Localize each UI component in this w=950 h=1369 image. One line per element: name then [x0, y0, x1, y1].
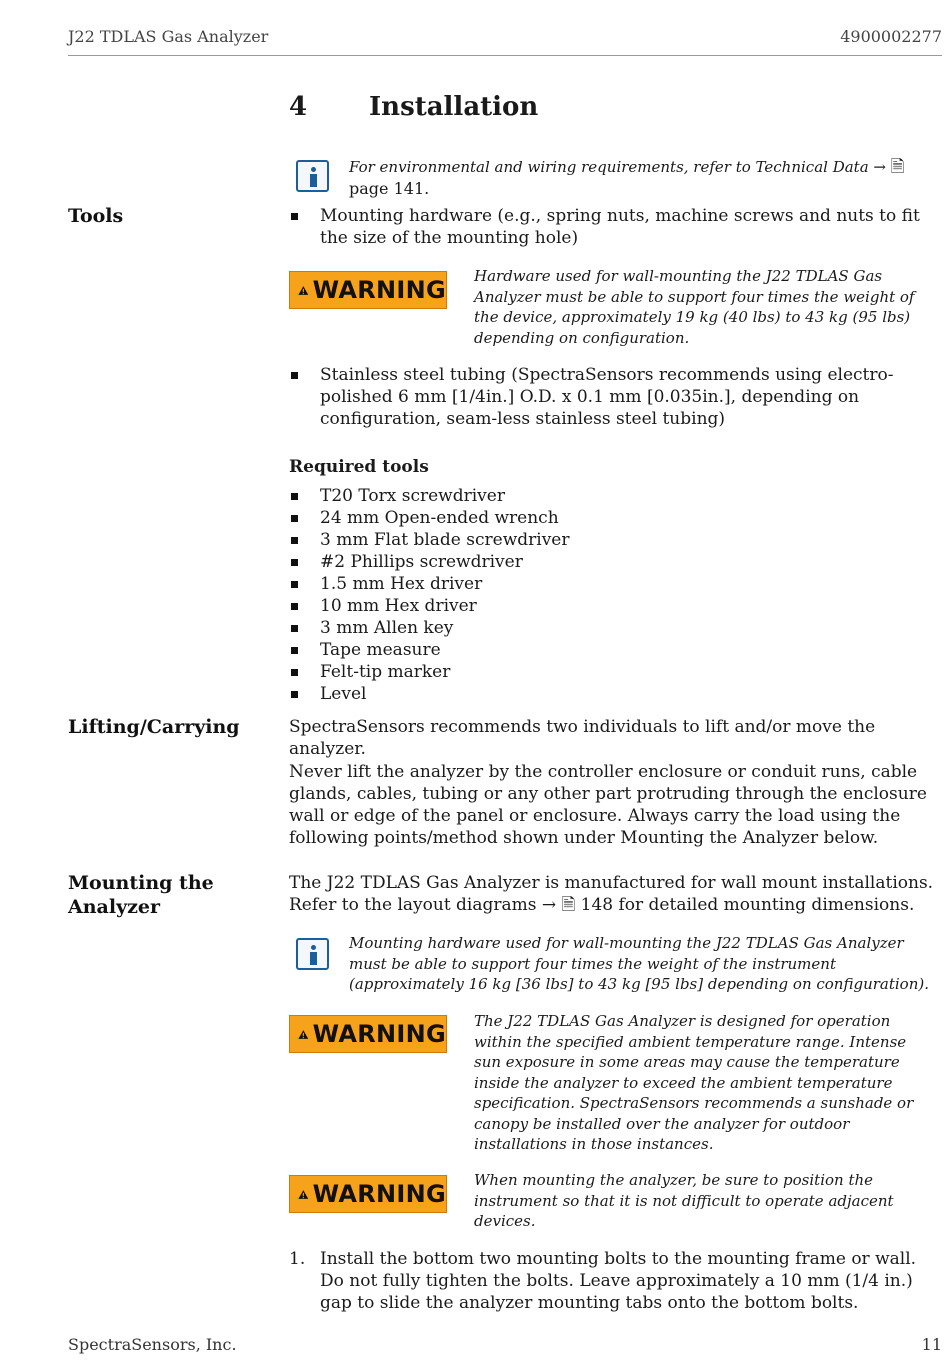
warning-label-3: WARNING [289, 1175, 447, 1213]
list-item: Tape measure [289, 639, 941, 661]
lifting-para-1: SpectraSensors recommends two individuals to lift and/or move the analyzer. [289, 717, 876, 759]
document-icon: 🗎 [890, 157, 905, 177]
footer-page-number: 11 [921, 1335, 942, 1354]
warning-triangle-icon [298, 278, 309, 303]
warning-label-2: WARNING [289, 1015, 447, 1053]
warning-text-1: Hardware used for wall-mounting the J22 TDLAS Gas Analyzer must be able to support four times the weight of the device, approximately 19 kg (40 lbs) to 43 kg (95 lbs) depending on configuration. [474, 267, 915, 347]
section-heading-tools: Tools [68, 205, 124, 227]
list-item: Mounting hardware (e.g., spring nuts, machine screws and nuts to fit the size of the mounting hole) [289, 205, 941, 249]
warning-text-2: The J22 TDLAS Gas Analyzer is designed for operation within the specified ambient temperature range. Intense sun exposure in some areas may cause the temperature inside the analyzer to exceed the ambient temperature specification. SpectraSensors recommends a sunshade or canopy be installed over the analyzer for outdoor installations in those instances. [474, 1012, 914, 1153]
mounting-para-1: The J22 TDLAS Gas Analyzer is manufactured for wall mount installations. Refer to the layout diagrams → 🗎 148 for detailed mounting dimensions. [289, 873, 934, 915]
header-title: J22 TDLAS Gas Analyzer [68, 27, 269, 46]
document-icon: 🗎 [561, 895, 576, 915]
list-item: 3 mm Flat blade screwdriver [289, 529, 941, 551]
header-divider [68, 55, 942, 56]
warning-triangle-icon [298, 1022, 309, 1047]
footer-company: SpectraSensors, Inc. [68, 1335, 237, 1354]
list-item: Stainless steel tubing (SpectraSensors recommends using electro-polished 6 mm [1/4in.] O.D. x 0.1 mm [0.035in.], depending on configuration, seam-less stainless steel tubing) [289, 364, 941, 430]
list-item: 3 mm Allen key [289, 617, 941, 639]
chapter-title: Installation [369, 92, 539, 122]
required-tools-heading: Required tools [289, 457, 429, 477]
chapter-heading [289, 92, 538, 122]
header-doc-number: 4900002277 [840, 27, 942, 46]
lifting-para-2: Never lift the analyzer by the controller enclosure or conduit runs, cable glands, cables, tubing or any other part protruding through the enclosure wall or edge of the panel or enclosure. Always carry the load using the following points/method shown under Mounting the Analyzer below. [289, 762, 927, 848]
info-icon [296, 160, 329, 192]
env-note: For environmental and wiring requirements, refer to Technical Data → 🗎 page 141. [349, 157, 905, 198]
list-item: 1. Install the bottom two mounting bolts to the mounting frame or wall. Do not fully tighten the bolts. Leave approximately a 10 mm (1/4 in.) gap to slide the analyzer mounting tabs onto the bottom bolts. [289, 1249, 917, 1313]
list-item: Level [289, 683, 941, 705]
list-item: Felt-tip marker [289, 661, 941, 683]
info-icon [296, 938, 329, 970]
list-item: T20 Torx screwdriver [289, 485, 941, 507]
chapter-number: 4 [289, 92, 308, 122]
warning-text-3: When mounting the analyzer, be sure to position the instrument so that it is not difficult to operate adjacent devices. [474, 1171, 894, 1230]
list-item: 1.5 mm Hex driver [289, 573, 941, 595]
warning-label-1: WARNING [289, 271, 447, 309]
list-item: 10 mm Hex driver [289, 595, 941, 617]
mounting-note: Mounting hardware used for wall-mounting the J22 TDLAS Gas Analyzer must be able to support four times the weight of the instrument (approximately 16 kg [36 lbs] to 43 kg [95 lbs] depending on configuration). [349, 934, 929, 993]
list-item: 24 mm Open-ended wrench [289, 507, 941, 529]
section-heading-lifting: Lifting/Carrying [68, 716, 240, 738]
list-item: #2 Phillips screwdriver [289, 551, 941, 573]
section-heading-mounting: Mounting the Analyzer [68, 872, 214, 918]
warning-triangle-icon [298, 1182, 309, 1207]
